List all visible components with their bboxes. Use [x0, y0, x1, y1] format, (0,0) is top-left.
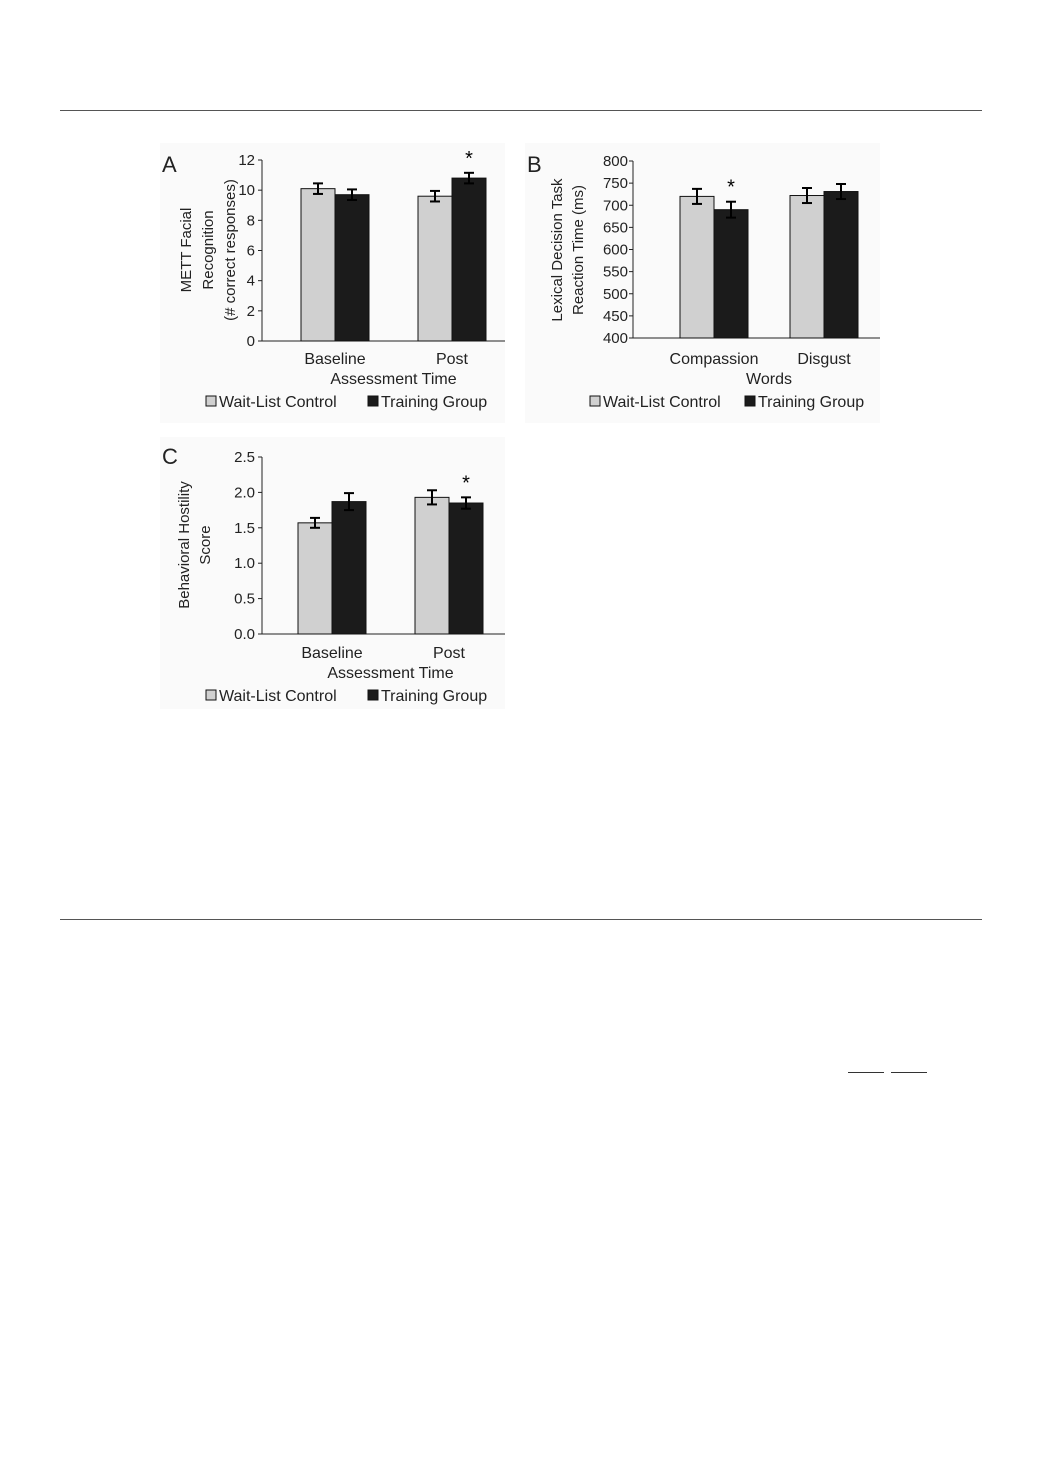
panel-b-bar-training: [824, 192, 858, 338]
panel-c-y-tick-label: 0.0: [234, 626, 255, 643]
panel-b-legend-label-training: Training Group: [758, 394, 865, 411]
panel-a-bar-training: [452, 178, 486, 341]
panel-b-y-tick-label: 450: [602, 307, 628, 325]
panel-c-y-tick-label: 1.0: [234, 555, 255, 573]
panel-a-y-tick-label: 10: [238, 182, 255, 200]
panel-a-y-tick-label: 6: [246, 242, 255, 260]
panel-b-significance-mark: *: [727, 176, 735, 199]
panel-c-bar-training: [449, 503, 483, 634]
panel-a-significance-mark: *: [465, 147, 473, 170]
panel-c-legend-swatch-training: [368, 690, 378, 700]
panel-c-y-tick-label: 1.5: [234, 519, 255, 537]
panel-a-category-label: Post: [435, 351, 469, 368]
panel-b-bar-control: [680, 196, 714, 338]
panel-a-category-label: Baseline: [304, 351, 366, 368]
panel-c-bar-control: [298, 523, 332, 634]
panel-c-significance-mark: *: [462, 472, 470, 495]
panel-c-y-axis-title-line: Behavioral Hostility: [176, 481, 193, 609]
panel-a-legend-label-control: Wait-List Control: [219, 394, 337, 411]
panel-b-y-tick-label: 700: [602, 197, 628, 215]
panel-a-y-axis-title-line: (# correct responses): [222, 179, 239, 321]
panel-c-bar-control: [415, 497, 449, 634]
panel-b-y-tick-label: 750: [602, 175, 628, 193]
panel-a-legend-swatch-training: [368, 396, 378, 406]
panel-c-legend-label-training: Training Group: [381, 688, 488, 705]
panel-b-y-tick-label: 800: [602, 153, 628, 170]
panel-a-y-axis-title-line: Recognition: [200, 210, 217, 290]
panel-c-y-axis-title-line: Score: [197, 525, 214, 565]
panel-c-category-label: Baseline: [301, 645, 363, 662]
panel-a-y-tick-label: 0: [246, 333, 255, 350]
panel-b-y-tick-label: 500: [602, 285, 628, 303]
panel-b-y-tick-label: 400: [602, 330, 628, 347]
bottom-rule: [60, 919, 982, 920]
panel-b-y-axis-title-line: Lexical Decision Task: [549, 178, 566, 322]
panel-a-y-axis-title-line: METT Facial: [178, 207, 195, 293]
short-rule-right: [891, 1072, 927, 1073]
panel-c-bar-training: [332, 502, 366, 634]
panel-a-y-tick-label: 8: [246, 212, 255, 230]
panel-c-label: C: [162, 444, 178, 469]
panel-a-bar-control: [301, 189, 335, 341]
panel-c-legend-label-control: Wait-List Control: [219, 688, 337, 705]
panel-b-y-tick-label: 600: [602, 241, 628, 259]
panel-b-legend-swatch-training: [745, 396, 755, 406]
panel-a-legend-label-training: Training Group: [381, 394, 488, 411]
panel-a-bar-control: [418, 196, 452, 341]
panel-c-category-label: Post: [432, 645, 466, 662]
panel-c-x-axis-title: Assessment Time: [327, 665, 454, 682]
panel-a-y-tick-label: 12: [238, 152, 255, 169]
panel-a-label: A: [162, 152, 177, 177]
panel-b-label: B: [527, 152, 542, 177]
panel-a-legend-swatch-control: [206, 396, 216, 406]
panel-b-x-axis-title: Words: [746, 371, 792, 388]
panel-a-bar-training: [335, 195, 369, 341]
panel-c-y-tick-label: 2.0: [234, 484, 255, 502]
panel-c-y-tick-label: 2.5: [234, 449, 255, 466]
panel-b-y-tick-label: 550: [602, 263, 628, 281]
panel-b-bar-training: [714, 210, 748, 338]
panel-b-y-tick-label: 650: [602, 219, 628, 237]
panel-a-x-axis-title: Assessment Time: [330, 371, 457, 388]
panel-a-y-tick-label: 2: [246, 302, 255, 320]
panel-b-bar-control: [790, 196, 824, 338]
panel-c-legend-swatch-control: [206, 690, 216, 700]
panel-b-legend-swatch-control: [590, 396, 600, 406]
panel-b-category-label: Compassion: [669, 351, 759, 368]
short-rule-left: [848, 1072, 884, 1073]
panel-b-legend-label-control: Wait-List Control: [603, 394, 721, 411]
panel-b-y-axis-title-line: Reaction Time (ms): [570, 184, 587, 316]
panel-a-y-tick-label: 4: [246, 272, 255, 290]
panel-b-category-label: Disgust: [797, 351, 851, 368]
panel-c-y-tick-label: 0.5: [234, 590, 255, 608]
